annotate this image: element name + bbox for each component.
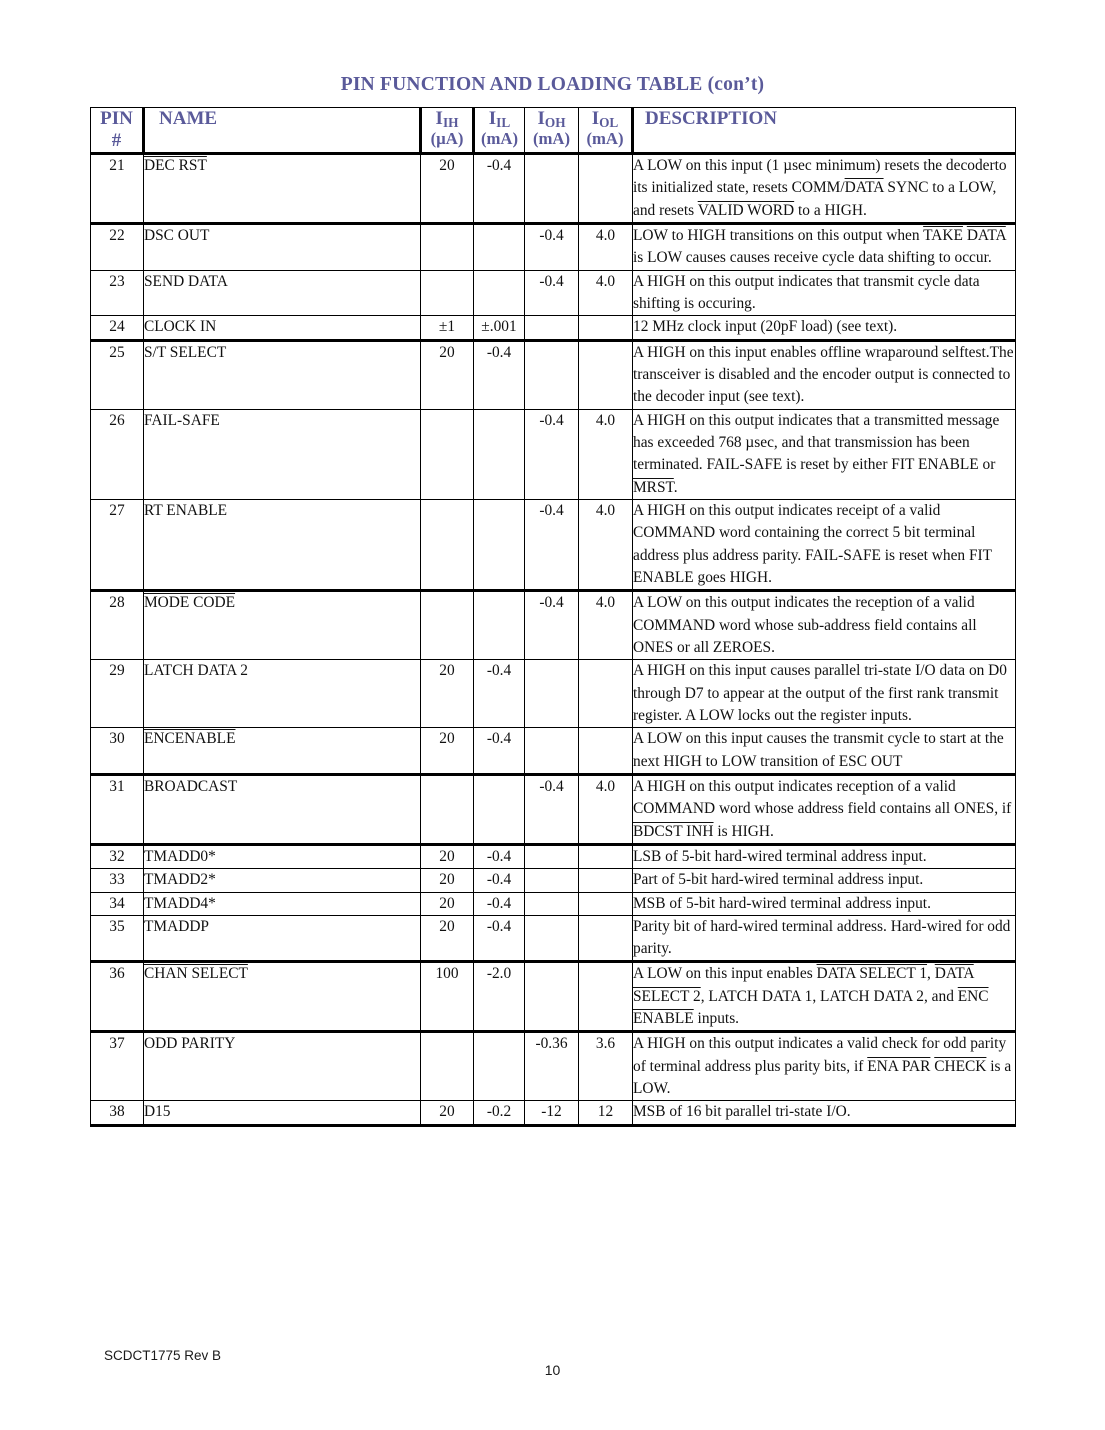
cell-description: 12 MHz clock input (20pF load) (see text). bbox=[633, 316, 1016, 340]
cell-iih-value: 20 bbox=[421, 660, 474, 728]
cell-iil-value bbox=[474, 223, 525, 270]
cell-iil-value bbox=[474, 591, 525, 660]
cell-signal-name: TMADD0* bbox=[144, 844, 421, 868]
cell-ioh-value bbox=[525, 728, 579, 775]
cell-description: A HIGH on this output indicates that a transmitted message has exceeded 768 µsec, and that transmission has been terminated. FAIL-SAFE is reset by either FIT ENABLE or MRST. bbox=[633, 409, 1016, 499]
column-header-iil bbox=[474, 108, 525, 154]
table-row bbox=[91, 270, 1016, 316]
cell-iih-value: 20 bbox=[421, 892, 474, 915]
cell-description: A LOW on this input (1 µsec minimum) resets the decoderto its initialized state, resets COMM/DATA SYNC to a LOW, and resets VALID WORD to a HIGH. bbox=[633, 154, 1016, 224]
cell-iih-value bbox=[421, 223, 474, 270]
cell-pin-number: 26 bbox=[91, 409, 144, 499]
cell-signal-name: BROADCAST bbox=[144, 774, 421, 844]
pin-function-loading-table bbox=[90, 107, 1016, 1127]
table-row bbox=[91, 892, 1016, 915]
cell-signal-name: CHAN SELECT bbox=[144, 962, 421, 1032]
iil-unit: (mA) bbox=[480, 128, 519, 148]
column-header-pin bbox=[91, 108, 144, 154]
column-header-pin-line1: PIN bbox=[100, 108, 133, 129]
cell-pin-number: 38 bbox=[91, 1101, 144, 1125]
column-header-iih bbox=[421, 108, 474, 154]
iih-symbol: I bbox=[435, 108, 443, 129]
cell-description: A HIGH on this output indicates a valid check for odd parity of terminal address plus parity bits, if ENA PAR CHECK is a LOW. bbox=[633, 1032, 1016, 1101]
cell-ioh-value: -12 bbox=[525, 1101, 579, 1125]
cell-ioh-value: -0.4 bbox=[525, 591, 579, 660]
cell-description: A HIGH on this output indicates receipt of a valid COMMAND word containing the correct 5 bit terminal address plus address parity. FAIL-SAFE is reset when FIT ENABLE goes HIGH. bbox=[633, 499, 1016, 590]
cell-signal-name: SEND DATA bbox=[144, 270, 421, 316]
cell-pin-number: 35 bbox=[91, 915, 144, 962]
cell-iih-value: 20 bbox=[421, 728, 474, 775]
cell-iih-value: 20 bbox=[421, 154, 474, 224]
column-header-name: NAME bbox=[144, 108, 421, 154]
cell-iil-value bbox=[474, 774, 525, 844]
cell-iil-value: -0.4 bbox=[474, 340, 525, 409]
cell-signal-name: MODE CODE bbox=[144, 591, 421, 660]
cell-ioh-value: -0.4 bbox=[525, 774, 579, 844]
cell-pin-number: 23 bbox=[91, 270, 144, 316]
table-row bbox=[91, 844, 1016, 868]
cell-iol-value: 4.0 bbox=[579, 270, 633, 316]
cell-iih-value bbox=[421, 409, 474, 499]
cell-description: A HIGH on this output indicates that transmit cycle data shifting is occuring. bbox=[633, 270, 1016, 316]
page-title: PIN FUNCTION AND LOADING TABLE (con’t) bbox=[340, 74, 765, 95]
cell-iil-value: -0.4 bbox=[474, 892, 525, 915]
cell-iil-value: -0.4 bbox=[474, 154, 525, 224]
cell-signal-name: ODD PARITY bbox=[144, 1032, 421, 1101]
table-row bbox=[91, 660, 1016, 728]
table-row bbox=[91, 340, 1016, 409]
iih-subscript: IH bbox=[442, 114, 459, 130]
cell-iil-value bbox=[474, 1032, 525, 1101]
cell-description: MSB of 5-bit hard-wired terminal address input. bbox=[633, 892, 1016, 915]
table-row bbox=[91, 1032, 1016, 1101]
cell-pin-number: 33 bbox=[91, 869, 144, 892]
iih-unit: (µA) bbox=[430, 128, 464, 148]
cell-iil-value: -0.4 bbox=[474, 869, 525, 892]
cell-description: A LOW on this output indicates the reception of a valid COMMAND word whose sub-address field contains all ONES or all ZEROES. bbox=[633, 591, 1016, 660]
cell-pin-number: 32 bbox=[91, 844, 144, 868]
cell-iol-value bbox=[579, 728, 633, 775]
cell-iil-value: -0.4 bbox=[474, 915, 525, 962]
table-row bbox=[91, 316, 1016, 340]
cell-pin-number: 22 bbox=[91, 223, 144, 270]
table-row bbox=[91, 869, 1016, 892]
cell-iih-value: 20 bbox=[421, 340, 474, 409]
cell-iol-value bbox=[579, 892, 633, 915]
iil-subscript: IL bbox=[496, 114, 511, 130]
cell-iol-value bbox=[579, 154, 633, 224]
ioh-symbol: I bbox=[537, 108, 545, 129]
cell-description: MSB of 16 bit parallel tri-state I/O. bbox=[633, 1101, 1016, 1125]
cell-iil-value bbox=[474, 409, 525, 499]
iol-subscript: OL bbox=[599, 114, 619, 130]
cell-iol-value: 4.0 bbox=[579, 591, 633, 660]
cell-description: Part of 5-bit hard-wired terminal address input. bbox=[633, 869, 1016, 892]
iol-unit: (mA) bbox=[586, 128, 624, 148]
cell-ioh-value: -0.4 bbox=[525, 270, 579, 316]
table-row bbox=[91, 915, 1016, 962]
cell-description: Parity bit of hard-wired terminal address. Hard-wired for odd parity. bbox=[633, 915, 1016, 962]
cell-iol-value: 4.0 bbox=[579, 499, 633, 590]
cell-description: A HIGH on this output indicates reception of a valid COMMAND word whose address field contains all ONES, if BDCST INH is HIGH. bbox=[633, 774, 1016, 844]
cell-ioh-value bbox=[525, 869, 579, 892]
cell-pin-number: 28 bbox=[91, 591, 144, 660]
cell-signal-name: S/T SELECT bbox=[144, 340, 421, 409]
cell-iol-value bbox=[579, 915, 633, 962]
cell-iil-value: ±.001 bbox=[474, 316, 525, 340]
cell-ioh-value bbox=[525, 316, 579, 340]
cell-ioh-value: -0.4 bbox=[525, 223, 579, 270]
iil-symbol: I bbox=[488, 108, 497, 129]
cell-iol-value bbox=[579, 844, 633, 868]
cell-signal-name: ENCENABLE bbox=[144, 728, 421, 775]
cell-iil-value: -0.4 bbox=[474, 660, 525, 728]
cell-signal-name: DSC OUT bbox=[144, 223, 421, 270]
cell-iol-value bbox=[579, 869, 633, 892]
cell-iol-value: 4.0 bbox=[579, 223, 633, 270]
cell-ioh-value bbox=[525, 340, 579, 409]
table-row bbox=[91, 1101, 1016, 1125]
cell-ioh-value: -0.4 bbox=[525, 499, 579, 590]
cell-iih-value bbox=[421, 270, 474, 316]
cell-pin-number: 21 bbox=[91, 154, 144, 224]
table-header-row bbox=[91, 108, 1016, 154]
cell-signal-name: CLOCK IN bbox=[144, 316, 421, 340]
cell-iih-value: 20 bbox=[421, 1101, 474, 1125]
table-row bbox=[91, 409, 1016, 499]
cell-iol-value: 4.0 bbox=[579, 774, 633, 844]
cell-pin-number: 34 bbox=[91, 892, 144, 915]
cell-signal-name: RT ENABLE bbox=[144, 499, 421, 590]
cell-iih-value bbox=[421, 774, 474, 844]
cell-ioh-value bbox=[525, 962, 579, 1032]
cell-iol-value: 4.0 bbox=[579, 409, 633, 499]
cell-iih-value bbox=[421, 591, 474, 660]
cell-iol-value bbox=[579, 962, 633, 1032]
table-row bbox=[91, 962, 1016, 1032]
cell-pin-number: 31 bbox=[91, 774, 144, 844]
table-header bbox=[91, 108, 1016, 154]
cell-ioh-value bbox=[525, 844, 579, 868]
cell-iil-value: -0.2 bbox=[474, 1101, 525, 1125]
cell-pin-number: 36 bbox=[91, 962, 144, 1032]
cell-iil-value: -0.4 bbox=[474, 728, 525, 775]
cell-iih-value: 20 bbox=[421, 915, 474, 962]
table-row bbox=[91, 154, 1016, 224]
cell-signal-name: FAIL-SAFE bbox=[144, 409, 421, 499]
cell-iih-value: 20 bbox=[421, 844, 474, 868]
cell-pin-number: 27 bbox=[91, 499, 144, 590]
cell-signal-name: LATCH DATA 2 bbox=[144, 660, 421, 728]
cell-signal-name: TMADDP bbox=[144, 915, 421, 962]
table-row bbox=[91, 499, 1016, 590]
cell-ioh-value: -0.36 bbox=[525, 1032, 579, 1101]
table-row bbox=[91, 774, 1016, 844]
cell-iih-value: 20 bbox=[421, 869, 474, 892]
cell-iol-value bbox=[579, 660, 633, 728]
cell-iol-value bbox=[579, 340, 633, 409]
cell-description: A LOW on this input causes the transmit cycle to start at the next HIGH to LOW transition of ESC OUT bbox=[633, 728, 1016, 775]
cell-description: LSB of 5-bit hard-wired terminal address input. bbox=[633, 844, 1016, 868]
document-revision-footer: SCDCT1775 Rev B bbox=[104, 1348, 222, 1363]
column-header-pin-line2: # bbox=[111, 130, 122, 151]
ioh-subscript: OH bbox=[544, 114, 566, 130]
cell-ioh-value bbox=[525, 915, 579, 962]
cell-iol-value: 3.6 bbox=[579, 1032, 633, 1101]
column-header-iol bbox=[579, 108, 633, 154]
ioh-unit: (mA) bbox=[532, 128, 571, 148]
cell-pin-number: 25 bbox=[91, 340, 144, 409]
cell-description: A HIGH on this input enables offline wraparound selftest.The transceiver is disabled and the encoder output is connected to the decoder input (see text). bbox=[633, 340, 1016, 409]
cell-description: A HIGH on this input causes parallel tri-state I/O data on D0 through D7 to appear at the output of the first rank transmit register. A LOW locks out the register inputs. bbox=[633, 660, 1016, 728]
cell-iol-value bbox=[579, 316, 633, 340]
cell-ioh-value bbox=[525, 892, 579, 915]
table-row bbox=[91, 591, 1016, 660]
cell-iil-value bbox=[474, 270, 525, 316]
table-row bbox=[91, 728, 1016, 775]
table-body bbox=[91, 154, 1016, 1126]
column-header-description: DESCRIPTION bbox=[633, 108, 1016, 154]
column-header-ioh bbox=[525, 108, 579, 154]
cell-iih-value: 100 bbox=[421, 962, 474, 1032]
cell-iih-value bbox=[421, 1032, 474, 1101]
cell-pin-number: 30 bbox=[91, 728, 144, 775]
cell-pin-number: 29 bbox=[91, 660, 144, 728]
cell-iih-value: ±1 bbox=[421, 316, 474, 340]
cell-ioh-value bbox=[525, 660, 579, 728]
cell-signal-name: TMADD4* bbox=[144, 892, 421, 915]
cell-description: LOW to HIGH transitions on this output when TAKE DATA is LOW causes causes receive cycle data shifting to occur. bbox=[633, 223, 1016, 270]
cell-signal-name: TMADD2* bbox=[144, 869, 421, 892]
cell-iih-value bbox=[421, 499, 474, 590]
page-number-footer: 10 bbox=[544, 1362, 561, 1378]
table-row bbox=[91, 223, 1016, 270]
cell-description: A LOW on this input enables DATA SELECT 1, DATA SELECT 2, LATCH DATA 1, LATCH DATA 2, and $\overline{ENC}$ ENABLE inputs. bbox=[633, 962, 1016, 1032]
cell-iil-value: -2.0 bbox=[474, 962, 525, 1032]
cell-iil-value bbox=[474, 499, 525, 590]
cell-signal-name: D15 bbox=[144, 1101, 421, 1125]
cell-iil-value: -0.4 bbox=[474, 844, 525, 868]
cell-ioh-value: -0.4 bbox=[525, 409, 579, 499]
cell-ioh-value bbox=[525, 154, 579, 224]
cell-iol-value: 12 bbox=[579, 1101, 633, 1125]
iol-symbol: I bbox=[591, 108, 600, 129]
cell-pin-number: 24 bbox=[91, 316, 144, 340]
cell-signal-name: DEC RST bbox=[144, 154, 421, 224]
cell-pin-number: 37 bbox=[91, 1032, 144, 1101]
